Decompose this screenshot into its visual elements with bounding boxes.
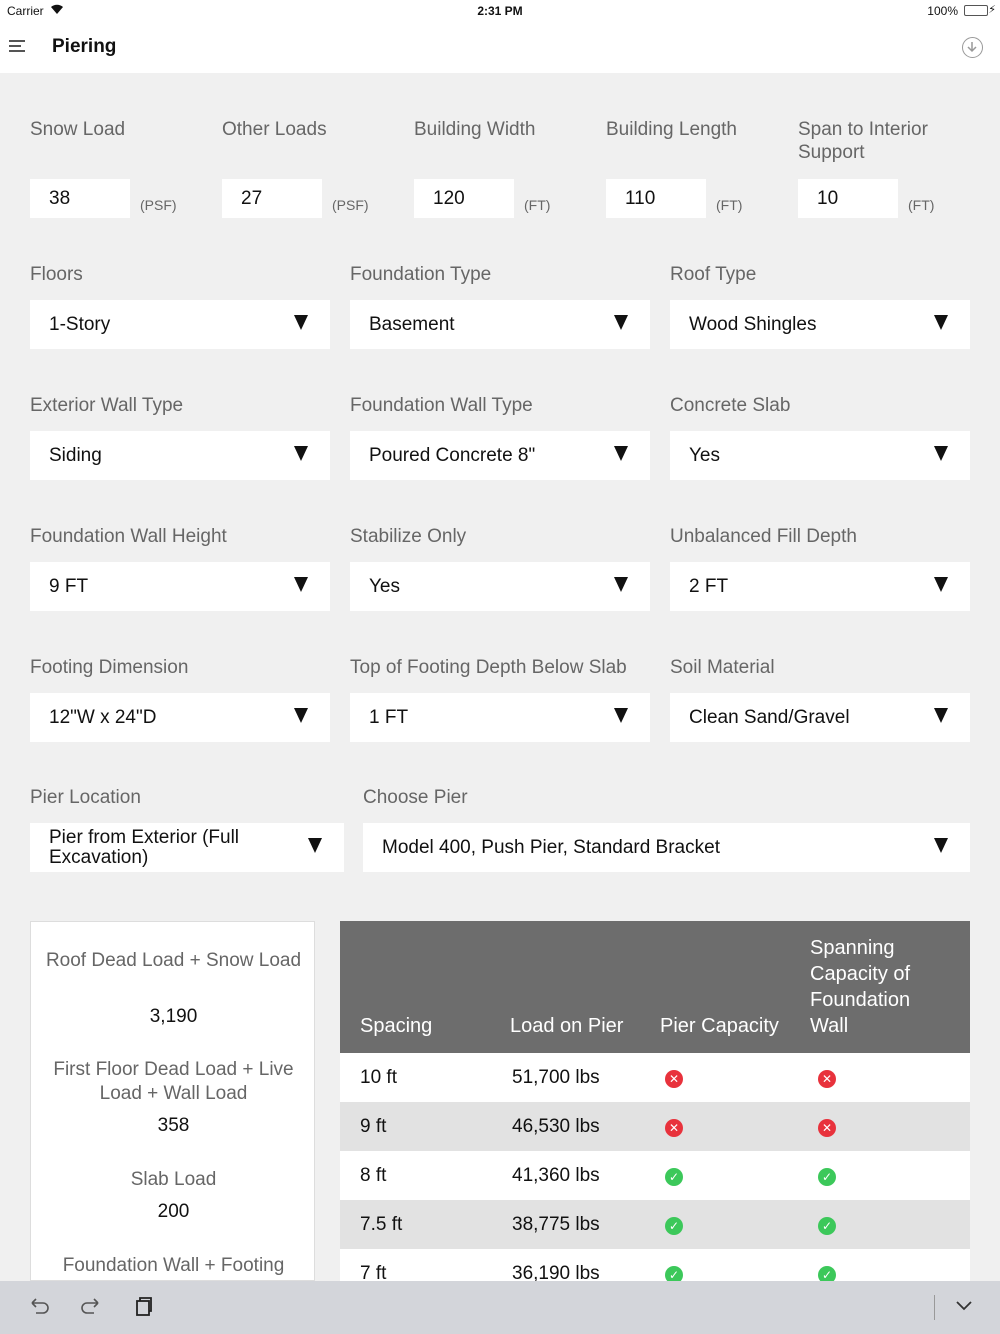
- concrete-slab-value: Yes: [689, 444, 720, 466]
- pier-location-label: Pier Location: [30, 787, 141, 808]
- other-loads-unit: (PSF): [332, 197, 369, 213]
- dropdown-arrow-icon: [294, 446, 308, 461]
- slab-load-value: 200: [157, 1201, 190, 1222]
- table-row: [340, 1249, 970, 1281]
- dropdown-arrow-icon: [614, 446, 628, 461]
- redo-icon[interactable]: [80, 1295, 102, 1321]
- building-length-label: Building Length: [606, 119, 737, 140]
- error-icon: ✕: [818, 1070, 836, 1088]
- foundation-wall-type-select[interactable]: [350, 431, 650, 480]
- dropdown-arrow-icon: [934, 708, 948, 723]
- load-cell: 51,700 lbs: [512, 1067, 600, 1088]
- exterior-wall-type-label: Exterior Wall Type: [30, 395, 184, 416]
- error-icon: ✕: [665, 1119, 683, 1137]
- dropdown-arrow-icon: [614, 577, 628, 592]
- battery-icon: [964, 5, 988, 16]
- column-header-spacing: Spacing: [360, 1015, 433, 1037]
- load-cell: 46,530 lbs: [512, 1116, 600, 1137]
- stabilize-only-value: Yes: [369, 575, 400, 597]
- dropdown-arrow-icon: [294, 708, 308, 723]
- floors-value: 1-Story: [49, 313, 111, 335]
- charging-icon: ⚡: [988, 4, 996, 16]
- check-icon: ✓: [818, 1217, 836, 1235]
- unbalanced-fill-depth-value: 2 FT: [689, 575, 729, 597]
- footing-dimension-value: 12"W x 24"D: [49, 706, 157, 728]
- floor-load-value: 358: [157, 1115, 190, 1136]
- foundation-wall-type-value: Poured Concrete 8": [369, 444, 536, 466]
- results-table: [340, 921, 970, 1281]
- dropdown-arrow-icon: [934, 838, 948, 853]
- table-row: [340, 1102, 970, 1151]
- unbalanced-fill-depth-select[interactable]: [670, 562, 970, 611]
- download-icon[interactable]: [962, 37, 983, 58]
- carrier-label: Carrier: [7, 4, 44, 18]
- pier-location-select[interactable]: [30, 823, 344, 872]
- undo-icon[interactable]: [28, 1295, 50, 1321]
- pier-location-value: Pier from Exterior (Full Excavation): [49, 826, 240, 868]
- load-cell: 41,360 lbs: [512, 1165, 600, 1186]
- dropdown-arrow-icon: [934, 577, 948, 592]
- stabilize-only-select[interactable]: [350, 562, 650, 611]
- choose-pier-select[interactable]: [363, 823, 970, 872]
- spacing-cell: 10 ft: [360, 1067, 397, 1088]
- exterior-wall-type-value: Siding: [49, 444, 102, 466]
- floors-label: Floors: [30, 264, 83, 285]
- exterior-wall-type-select[interactable]: [30, 431, 330, 480]
- dropdown-arrow-icon: [614, 708, 628, 723]
- footing-dimension-select[interactable]: [30, 693, 330, 742]
- foundation-wall-type-label: Foundation Wall Type: [350, 395, 533, 416]
- battery-percent: 100%: [927, 4, 958, 18]
- dropdown-arrow-icon: [294, 577, 308, 592]
- foundation-type-select[interactable]: [350, 300, 650, 349]
- roof-load-label: Roof Dead Load + Snow Load: [45, 950, 302, 971]
- table-row: [340, 1200, 970, 1249]
- toolbar-divider: [934, 1295, 935, 1320]
- column-header-spanning-capacity: Spanning Capacity of Foundation Wall: [810, 937, 911, 1037]
- roof-type-label: Roof Type: [670, 264, 757, 285]
- floors-select[interactable]: [30, 300, 330, 349]
- snow-load-label: Snow Load: [30, 119, 126, 140]
- other-loads-input[interactable]: [222, 179, 322, 218]
- check-icon: ✓: [665, 1217, 683, 1235]
- stabilize-only-label: Stabilize Only: [350, 526, 467, 547]
- nav-bar: [0, 22, 1000, 73]
- clock: 2:31 PM: [477, 4, 523, 18]
- soil-material-label: Soil Material: [670, 657, 775, 678]
- error-icon: ✕: [818, 1119, 836, 1137]
- choose-pier-label: Choose Pier: [363, 787, 468, 808]
- column-header-load: Load on Pier: [510, 1015, 624, 1037]
- status-bar: [0, 0, 1000, 22]
- error-icon: ✕: [665, 1070, 683, 1088]
- span-input[interactable]: [798, 179, 898, 218]
- table-row: [340, 1151, 970, 1200]
- page-title: Piering: [52, 36, 117, 57]
- concrete-slab-label: Concrete Slab: [670, 395, 791, 416]
- choose-pier-value: Model 400, Push Pier, Standard Bracket: [382, 836, 720, 858]
- chevron-down-icon[interactable]: [954, 1295, 974, 1321]
- floor-load-label: First Floor Dead Load + Live Load + Wall Load: [53, 1059, 294, 1104]
- check-icon: ✓: [665, 1266, 683, 1281]
- check-icon: ✓: [818, 1168, 836, 1186]
- table-row: [340, 1053, 970, 1102]
- soil-material-select[interactable]: [670, 693, 970, 742]
- snow-load-unit: (PSF): [140, 197, 177, 213]
- spacing-cell: 8 ft: [360, 1165, 387, 1186]
- foundation-type-label: Foundation Type: [350, 264, 492, 285]
- dropdown-arrow-icon: [294, 315, 308, 330]
- soil-material-value: Clean Sand/Gravel: [689, 706, 850, 728]
- footing-dimension-label: Footing Dimension: [30, 657, 189, 678]
- span-unit: (FT): [908, 197, 935, 213]
- building-length-unit: (FT): [716, 197, 743, 213]
- table-header: [340, 921, 970, 1053]
- foundation-wall-height-select[interactable]: [30, 562, 330, 611]
- keyboard-toolbar: [0, 1281, 1000, 1334]
- check-icon: ✓: [665, 1168, 683, 1186]
- dropdown-arrow-icon: [934, 315, 948, 330]
- roof-load-value: 3,190: [149, 1006, 198, 1027]
- footing-depth-label: Top of Footing Depth Below Slab: [350, 657, 627, 678]
- foundation-wall-height-label: Foundation Wall Height: [30, 526, 227, 547]
- dropdown-arrow-icon: [614, 315, 628, 330]
- building-width-unit: (FT): [524, 197, 551, 213]
- building-width-label: Building Width: [414, 119, 536, 140]
- dropdown-arrow-icon: [934, 446, 948, 461]
- menu-icon[interactable]: [9, 40, 25, 52]
- clipboard-icon[interactable]: [134, 1295, 154, 1323]
- foundation-type-value: Basement: [369, 313, 455, 335]
- unbalanced-fill-depth-label: Unbalanced Fill Depth: [670, 526, 857, 547]
- other-loads-label: Other Loads: [222, 119, 327, 140]
- foundation-wall-height-value: 9 FT: [49, 575, 89, 597]
- concrete-slab-select[interactable]: [670, 431, 970, 480]
- column-header-pier-capacity: Pier Capacity: [660, 1015, 779, 1037]
- dropdown-arrow-icon: [308, 838, 322, 853]
- roof-type-value: Wood Shingles: [689, 313, 817, 335]
- foundation-wall-footing-label: Foundation Wall + Footing: [62, 1255, 285, 1276]
- snow-load-input[interactable]: [30, 179, 130, 218]
- load-cell: 36,190 lbs: [512, 1263, 600, 1281]
- check-icon: ✓: [818, 1266, 836, 1281]
- spacing-cell: 7.5 ft: [360, 1214, 403, 1235]
- load-summary-panel: [30, 921, 315, 1281]
- span-label: Span to Interior Support: [798, 119, 928, 163]
- slab-load-label: Slab Load: [130, 1169, 217, 1190]
- building-length-input[interactable]: [606, 179, 706, 218]
- roof-type-select[interactable]: [670, 300, 970, 349]
- spacing-cell: 9 ft: [360, 1116, 387, 1137]
- load-cell: 38,775 lbs: [512, 1214, 600, 1235]
- footing-depth-select[interactable]: [350, 693, 650, 742]
- building-width-input[interactable]: [414, 179, 514, 218]
- spacing-cell: 7 ft: [360, 1263, 387, 1281]
- footing-depth-value: 1 FT: [369, 706, 409, 728]
